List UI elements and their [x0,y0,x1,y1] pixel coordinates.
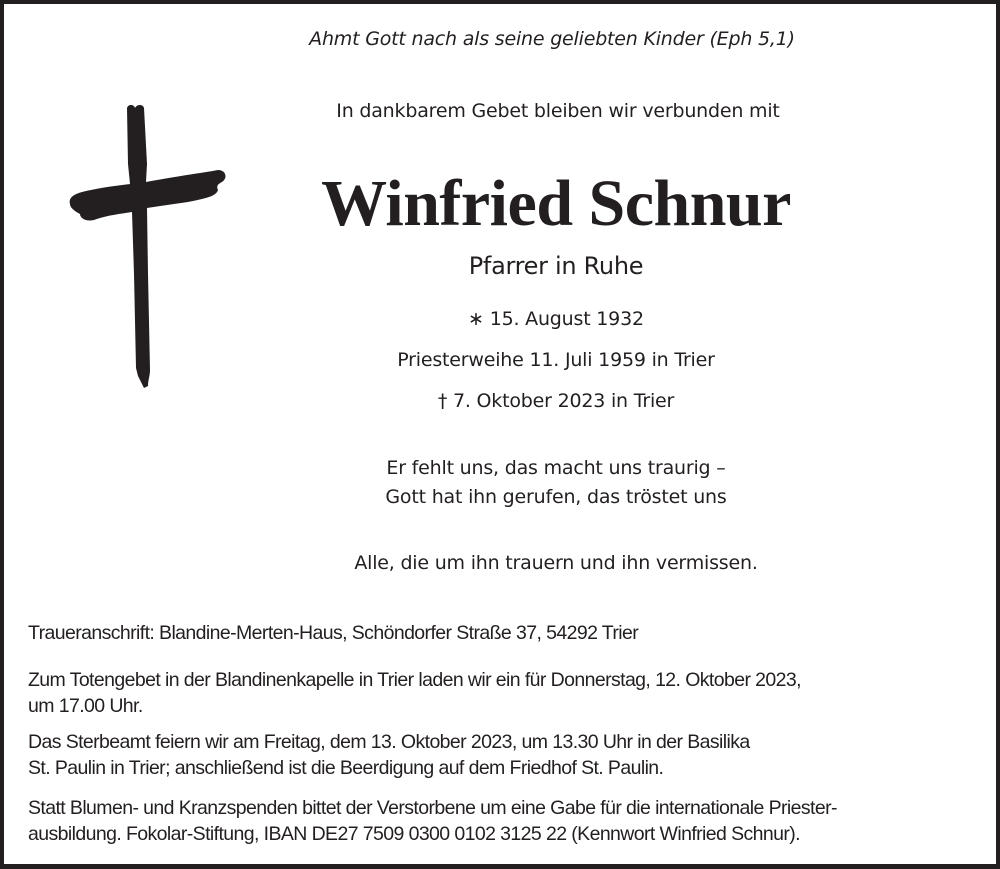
intro-text: In dankbarem Gebet bleiben wir verbunden mit [336,100,780,122]
life-dates [60,299,1000,422]
ordination-date: Priesterweihe 11. Juli 1959 in Trier [397,349,715,371]
requiem-line-2: St. Paulin in Trier; anschließend ist die Beerdigung auf dem Friedhof St. Paulin. [28,757,664,779]
address-text: Traueranschrift: Blandine-Merten-Haus, Schöndorfer Straße 37, 54292 Trier [28,622,639,644]
prayer-line-1: Zum Totengebet in der Blandinenkapelle in Trier laden wir ein für Donnerstag, 12. Oktober 2023, [28,669,801,691]
requiem-info [28,729,978,781]
prayer-line-2: um 17.00 Uhr. [28,695,143,717]
obituary-notice [4,4,996,864]
deceased-title: Pfarrer in Ruhe [468,252,644,280]
donation-line-2: ausbildung. Fokolar-Stiftung, IBAN DE27 7509 0300 0102 3125 22 (Kennwort Winfried Schnur). [28,823,800,845]
prayer-service-info [28,667,978,719]
quote-line-2: Gott hat ihn gerufen, das tröstet uns [385,486,727,508]
deceased-name: Winfried Schnur [321,167,791,240]
donation-info [28,795,978,847]
consolation-quote [60,454,1000,512]
donation-line-1: Statt Blumen- und Kranzspenden bittet der Verstorbene um eine Gabe für die internationale Priester- [28,797,837,819]
death-date: † 7. Oktober 2023 in Trier [437,390,675,412]
mourning-address [28,620,978,646]
mourners-signature: Alle, die um ihn trauern und ihn vermissen. [354,552,758,574]
quote-line-1: Er fehlt uns, das macht uns traurig – [386,457,726,479]
requiem-line-1: Das Sterbeamt feiern wir am Freitag, dem 13. Oktober 2023, um 13.30 Uhr in der Basilika [28,731,750,753]
birth-date: ∗ 15. August 1932 [468,308,644,330]
bible-motto: Ahmt Gott nach als seine geliebten Kinder (Eph 5,1) [309,28,795,50]
